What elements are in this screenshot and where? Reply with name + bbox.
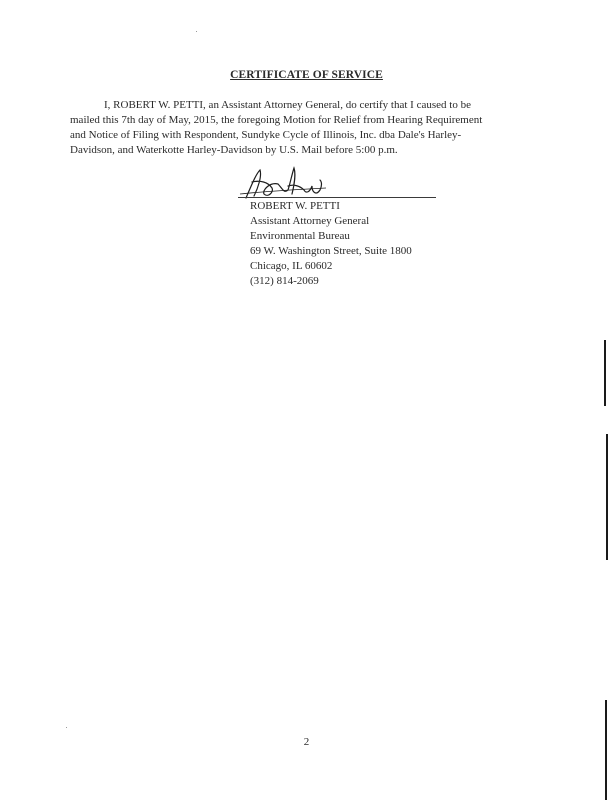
scan-speck [66,727,67,728]
signature-block [250,199,412,289]
scan-edge-mark [604,340,606,406]
certificate-body [70,98,532,158]
page-number: 2 [303,736,310,748]
signer-title: Assistant Attorney General [250,215,370,227]
handwritten-signature [238,164,328,204]
signer-city: Chicago, IL 60602 [250,260,333,272]
scan-speck [196,31,197,32]
certificate-title: CERTIFICATE OF SERVICE [230,69,383,81]
body-line: mailed this 7th day of May, 2015, the foregoing Motion for Relief from Hearing Requirement [70,114,483,126]
signature-line [238,197,436,198]
signer-phone: (312) 814-2069 [250,275,319,287]
signer-address: 69 W. Washington Street, Suite 1800 [250,245,412,257]
scan-edge-mark [606,434,608,560]
signer-name: ROBERT W. PETTI [250,200,340,212]
body-line: and Notice of Filing with Respondent, Sundyke Cycle of Illinois, Inc. dba Dale's Harley- [70,129,462,141]
body-line: Davidson, and Waterkotte Harley-Davidson by U.S. Mail before 5:00 p.m. [70,144,398,156]
signer-bureau: Environmental Bureau [250,230,350,242]
body-line: I, ROBERT W. PETTI, an Assistant Attorney General, do certify that I caused to be [104,99,471,111]
scan-edge-mark [605,700,607,800]
